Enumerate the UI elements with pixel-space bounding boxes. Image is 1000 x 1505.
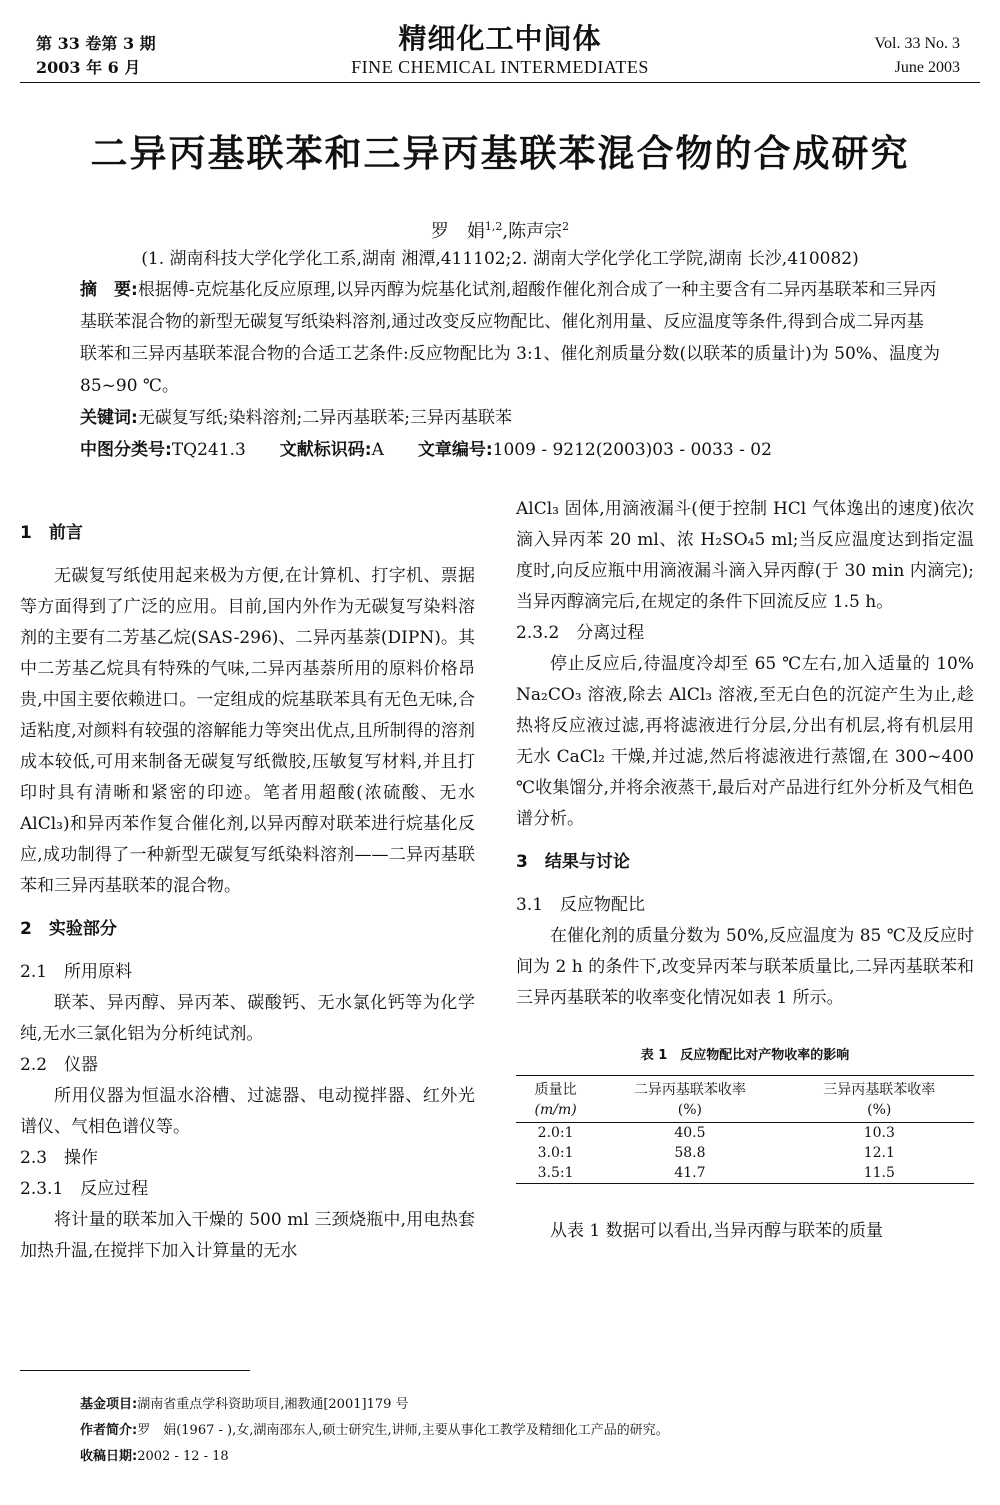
journal-name: [0, 22, 1000, 78]
section-2-2-body: 所用仪器为恒温水浴槽、过滤器、电动搅拌器、红外光谱仪、气相色谱仪等。: [20, 1086, 475, 1137]
cls-label: 中图分类号:: [80, 440, 172, 460]
table-unit-tri: (%): [785, 1100, 974, 1123]
table-1: [516, 1040, 974, 1184]
table-caption: 表 1 反应物配比对产物收率的影响: [640, 1048, 850, 1063]
header-rule: [20, 82, 980, 83]
section-2-1-heading: 2.1 所用原料: [20, 962, 133, 982]
footnote-fund: [80, 1392, 980, 1418]
cls-value: TQ241.3: [171, 440, 246, 460]
keywords: [80, 402, 940, 434]
table-row: [516, 1123, 974, 1144]
footnotes: [80, 1392, 980, 1470]
table-header-ratio: 质量比: [516, 1076, 595, 1101]
bio-text: 罗 娟(1967 - ),女,湖南邵东人,硕士研究生,讲师,主要从事化工教学及精细化工产品的研究。: [137, 1423, 669, 1438]
section-1-heading: 1 前言: [20, 523, 83, 543]
section-2-1-body: 联苯、异丙醇、异丙苯、碳酸钙、无水氯化钙等为化学纯,无水三氯化铝为分析纯试剂。: [20, 993, 475, 1044]
issue-volume: 第 33 卷第 3 期: [36, 34, 156, 53]
section-2-3-1-body-cont: AlCl₃ 固体,用滴液漏斗(便于控制 HCl 气体逸出的速度)依次滴入异丙苯 20 ml、浓 H₂SO₄5 ml;当反应温度达到指定温度时,向反应瓶中用滴液漏斗滴入异丙醇(于 30 min 内滴完);当异丙醇滴完后,在规定的条件下回流反应 1.5 h。: [516, 499, 974, 612]
abstract-block: [80, 274, 940, 466]
abstract-text: 根据傅-克烷基化反应原理,以异丙醇为烷基化试剂,超酸作催化剂合成了一种主要含有二异丙基联苯和三异丙基联苯混合物的新型无碳复写纸染料溶剂,通过改变反应物配比、催化剂用量、反应温度等条件,得到合成二异丙基联苯和三异丙基联苯混合物的合适工艺条件:反应物配比为 3:1、催化剂质量分数(以联苯的质量计)为 50%、温度为 85~90 ℃。: [80, 280, 940, 396]
section-1-body: 无碳复写纸使用起来极为方便,在计算机、打字机、票据等方面得到了广泛的应用。目前,国内外作为无碳复写染料溶剂的主要有二芳基乙烷(SAS-296)、二异丙基萘(DIPN)。其中二芳基乙烷具有特殊的气味,二异丙基萘所用的原料价格昂贵,中国主要依赖进口。一定组成的烷基联苯具有无色无味,合适粘度,对颜料有较强的溶解能力等突出优点,且所制得的溶剂成本较低,可用来制备无碳复写纸微胶,压敏复写材料,并且打印时具有清晰和紧密的印迹。笔者用超酸(浓硫酸、无水 AlCl₃)和异丙苯作复合催化剂,以异丙醇对联苯进行烷基化反应,成功制得了一种新型无碳复写纸染料溶剂——二异丙基联苯和三异丙基联苯的混合物。: [20, 566, 475, 896]
table-cell: 3.5:1: [516, 1163, 595, 1184]
bio-label: 作者简介:: [80, 1423, 138, 1438]
article-number-value: 1009 - 9212(2003)03 - 0033 - 02: [492, 440, 772, 460]
date-text: 2002 - 12 - 18: [137, 1449, 229, 1464]
table-cell: 58.8: [674, 1145, 706, 1161]
table-row: [516, 1163, 974, 1184]
table-cell: 3.0:1: [537, 1145, 574, 1161]
footnote-date: [80, 1444, 980, 1470]
section-2-3-1-heading: 2.3.1 反应过程: [20, 1179, 149, 1199]
table-row: [516, 1143, 974, 1163]
paper-title: 二异丙基联苯和三异丙基联苯混合物的合成研究: [90, 132, 910, 175]
doc-code-label: 文献标识码:: [279, 440, 372, 460]
section-2-2-heading: 2.2 仪器: [20, 1055, 99, 1075]
section-3-1-body: 在催化剂的质量分数为 50%,反应温度为 85 ℃及反应时间为 2 h 的条件下,改变异丙苯与联苯质量比,二异丙基联苯和三异丙基联苯的收率变化情况如表 1 所示。: [516, 926, 974, 1008]
table-cell: 11.5: [785, 1163, 974, 1184]
issue-date-en: June 2003: [894, 59, 960, 76]
section-3-1-heading: 3.1 反应物配比: [516, 895, 646, 915]
author-2-affil: 2: [562, 220, 570, 233]
footnote-bio: [80, 1418, 980, 1444]
left-column: [20, 506, 475, 1267]
right-column: [516, 494, 974, 1247]
section-2-3-heading: 2.3 操作: [20, 1148, 99, 1168]
fund-label: 基金项目:: [80, 1397, 138, 1412]
author-2: 陈声宗: [508, 221, 563, 242]
classification: [80, 434, 940, 466]
section-3-1-body-cont: 从表 1 数据可以看出,当异丙醇与联苯的质量: [550, 1221, 884, 1241]
keywords-text: 无碳复写纸;染料溶剂;二异丙基联苯;三异丙基联苯: [137, 408, 512, 428]
author-separator: ,: [502, 221, 509, 242]
article-number-label: 文章编号:: [417, 440, 493, 460]
abstract: [80, 274, 940, 402]
section-2-heading: 2 实验部分: [20, 919, 117, 939]
journal-name-en: FINE CHEMICAL INTERMEDIATES: [351, 57, 649, 77]
keywords-label: 关键词:: [80, 408, 138, 428]
abstract-label: 摘 要:: [80, 280, 138, 300]
issue-date: 2003 年 6 月: [36, 58, 141, 77]
issue-info-en: [875, 32, 961, 80]
authors: [0, 214, 1000, 245]
table-cell: 41.7: [595, 1163, 784, 1184]
table-header-di: 二异丙基联苯收率: [595, 1076, 784, 1101]
table-unit-ratio: (m/m): [516, 1100, 595, 1123]
table-header-tri: 三异丙基联苯收率: [785, 1076, 974, 1101]
table-cell: 12.1: [863, 1145, 895, 1161]
section-2-3-1-body: 将计量的联苯加入干燥的 500 ml 三颈烧瓶中,用电热套加热升温,在搅拌下加入计算量的无水: [20, 1210, 475, 1261]
author-1-affil: 1,2: [484, 220, 503, 233]
footnote-rule: [20, 1370, 250, 1371]
table-cell: 40.5: [674, 1125, 706, 1141]
table-cell: 2.0:1: [537, 1125, 574, 1141]
fund-text: 湖南省重点学科资助项目,湘教通[2001]179 号: [137, 1397, 409, 1412]
author-1: 罗 娟: [430, 221, 485, 242]
table-grid: [516, 1075, 974, 1184]
issue-volume-en: Vol. 33 No. 3: [874, 35, 960, 52]
section-3-heading: 3 结果与讨论: [516, 852, 630, 872]
date-label: 收稿日期:: [80, 1449, 138, 1464]
doc-code-value: A: [371, 440, 384, 460]
section-2-3-2-body: 停止反应后,待温度冷却至 65 ℃左右,加入适量的 10% Na₂CO₃ 溶液,除去 AlCl₃ 溶液,至无白色的沉淀产生为止,趁热将反应液过滤,再将滤液进行分层,分出有机层,将有机层用无水 CaCl₂ 干燥,并过滤,然后将滤液进行蒸馏,在 300~400 ℃收集馏分,并将余液蒸干,最后对产品进行红外分析及气相色谱分析。: [516, 654, 974, 829]
table-cell: 10.3: [863, 1125, 895, 1141]
section-2-3-2-heading: 2.3.2 分离过程: [516, 623, 645, 643]
table-unit-di: (%): [595, 1100, 784, 1123]
affiliation: (1. 湖南科技大学化学化工系,湖南 湘潭,411102;2. 湖南大学化学化工学院,湖南 长沙,410082): [141, 249, 859, 269]
journal-name-cn: 精细化工中间体: [398, 22, 602, 55]
